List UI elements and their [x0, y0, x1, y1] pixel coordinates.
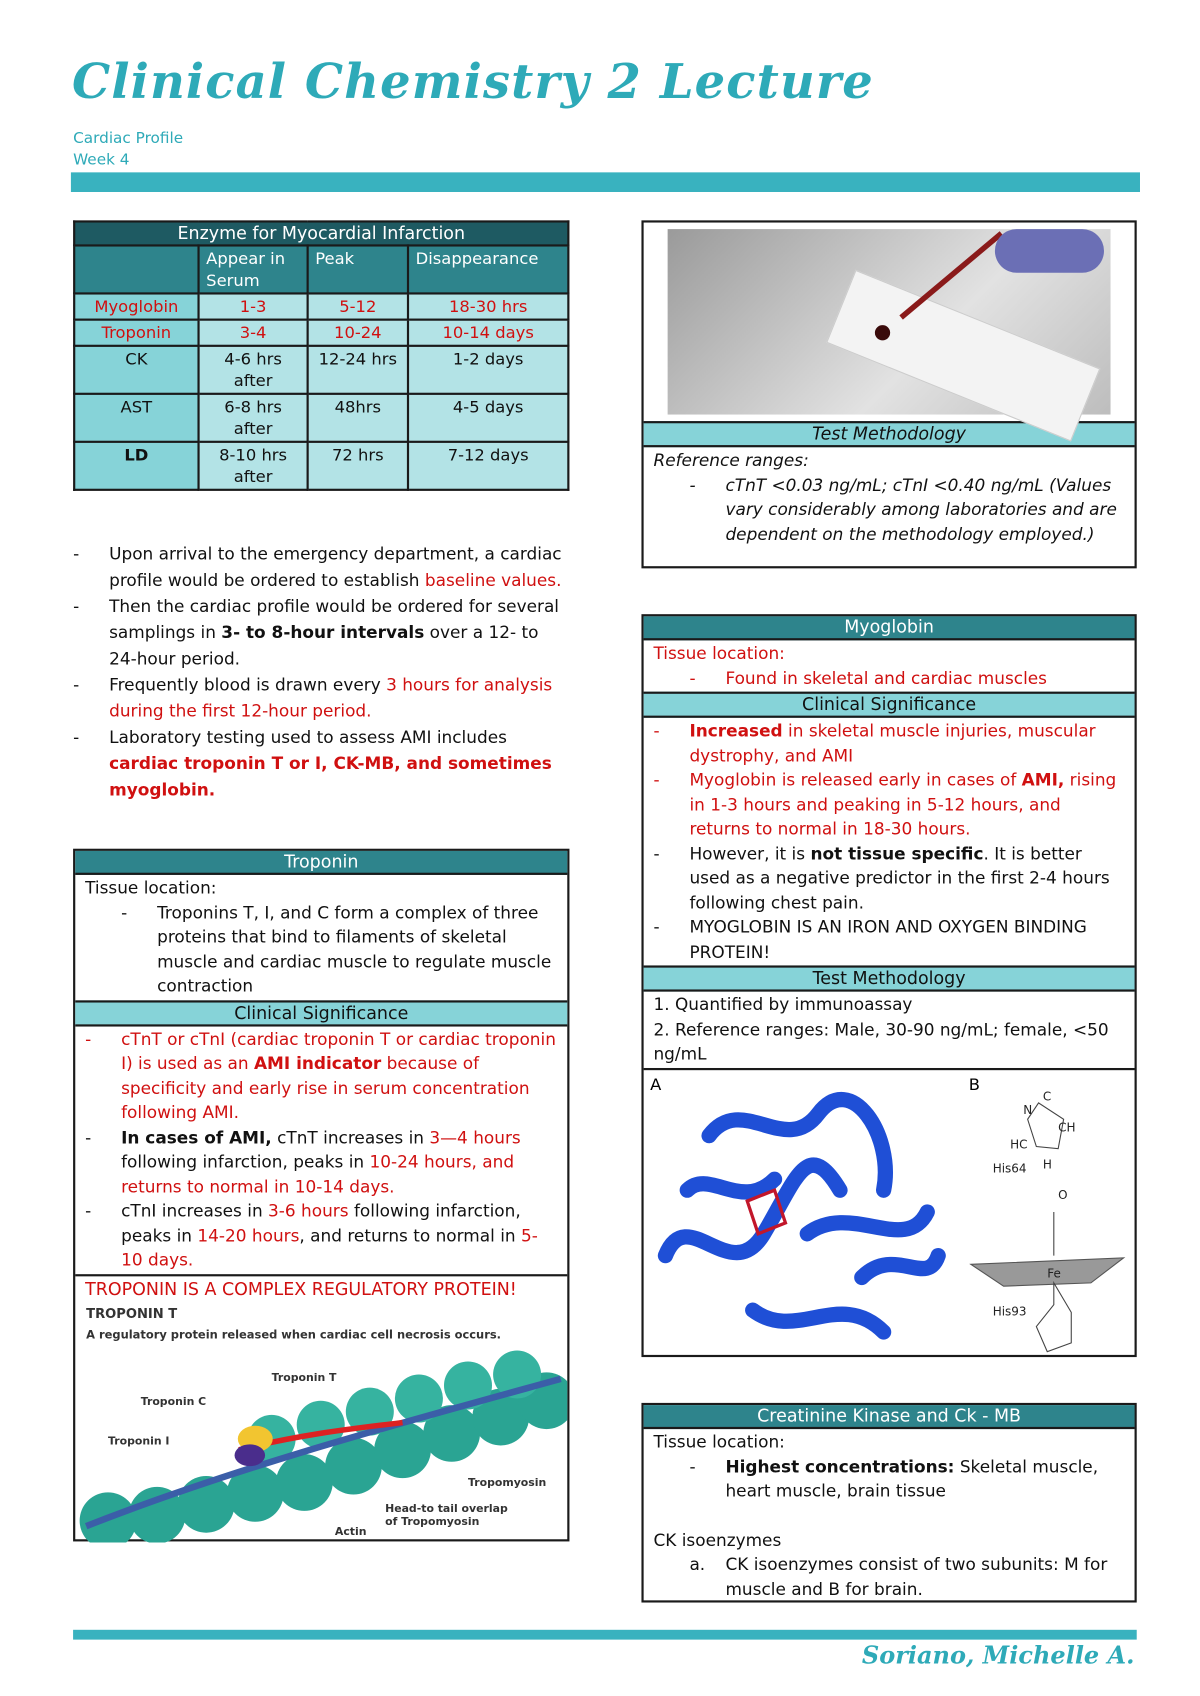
svg-text:C: C [1042, 1089, 1052, 1104]
subtitle: Cardiac Profile [73, 129, 184, 148]
troponin-clinical [75, 1026, 567, 1276]
tissue-label: Tissue location: [653, 1432, 785, 1452]
cell: 48hrs [308, 394, 408, 442]
cell: 18-30 hrs [408, 293, 568, 319]
text-bold: 3- to 8-hour intervals [221, 622, 425, 643]
text-highlight: cardiac troponin T or I, CK-MB, and sometimes myoglobin. [109, 753, 552, 800]
blood-test-photo [668, 229, 1111, 414]
text-highlight: 3 hours for analysis during the first 12-hour period. [109, 675, 553, 722]
text: . It is better used as a negative predictor in the first 2-4 hours following chest pain. [689, 843, 1110, 913]
text: cTnI increases in [121, 1201, 269, 1221]
svg-text:O: O [1058, 1187, 1068, 1202]
text: over a 12- to 24-hour period. [109, 622, 539, 669]
clinical-significance-header: Clinical Significance [75, 1000, 567, 1026]
text-bold: In cases of AMI, [121, 1127, 272, 1148]
label-actin: Actin [334, 1524, 367, 1538]
row-name: Myoglobin [74, 293, 198, 319]
list-item: - Troponins T, I, and C form a complex of three proteins that bind to filaments of skeletal muscle and cardiac muscle to regulate muscle contraction [85, 901, 557, 999]
list-item: - Myoglobin is released early in cases of AMI, rising in 1-3 hours and peaking in 5-12 hours, and returns to normal in 18-30 hours. [653, 770, 1117, 839]
cell: 1-2 days [408, 346, 568, 394]
list-item: - Laboratory testing used to assess AMI includes cardiac troponin T or I, CK-MB, and sometimes myoglobin. [73, 727, 552, 800]
text-highlight: 3-6 hours [268, 1201, 349, 1221]
footer-bar [73, 1630, 1137, 1640]
svg-text:H: H [1042, 1156, 1052, 1171]
text: MYOGLOBIN IS AN IRON AND OXYGEN BINDING PROTEIN! [689, 917, 1087, 962]
table-header-row [74, 245, 568, 293]
col-header: Appear in Serum [199, 245, 308, 293]
enzyme-table-container [73, 220, 569, 491]
author-signature: Soriano, Michelle A. [861, 1641, 1135, 1671]
myoglobin-test [644, 992, 1135, 1070]
protein-ribbon [665, 1099, 938, 1331]
list-item: - Upon arrival to the emergency department, a cardiac profile would be ordered to establish baseline values. [73, 544, 562, 591]
text: Laboratory testing used to assess AMI includes [109, 727, 507, 748]
tissue-label: Tissue location: [653, 643, 785, 664]
test-methodology-header: Test Methodology [644, 965, 1135, 991]
cell: 4-6 hrs after [199, 346, 308, 394]
list-item: - Frequently blood is drawn every 3 hours for analysis during the first 12-hour period. [73, 675, 553, 722]
text: CK isoenzymes consist of two subunits: M for muscle and B for brain. [725, 1554, 1108, 1599]
fig-heading: TROPONIN T [86, 1306, 178, 1322]
text: following infarction, peaks in [121, 1201, 521, 1246]
cell: 5-12 [308, 293, 408, 319]
text-bold: Highest concentrations: [725, 1456, 955, 1477]
table-row [74, 293, 568, 319]
text: rising in 1-3 hours and peaking in 5-12 hours, and returns to normal in 18-30 hours. [689, 770, 1117, 839]
svg-text:His93: His93 [992, 1304, 1027, 1319]
row-name: Troponin [74, 320, 198, 346]
table-row [74, 442, 568, 490]
col-header [74, 245, 198, 293]
panel-b-label: B [968, 1074, 980, 1094]
table-row [74, 394, 568, 442]
svg-text:Fe: Fe [1047, 1265, 1061, 1280]
cell: 10-24 [308, 320, 408, 346]
list-item: - Highest concentrations: Skeletal muscle, heart muscle, brain tissue [689, 1456, 1099, 1502]
text-highlight: 14-20 hours [197, 1225, 300, 1246]
troponin-i-shape [235, 1444, 266, 1466]
list-item [653, 1552, 1124, 1601]
myoglobin-clinical [644, 718, 1135, 966]
col-header: Peak [308, 245, 408, 293]
text: Then the cardiac profile would be ordered for several samplings in [109, 596, 560, 643]
list-marker: a. [689, 1554, 706, 1575]
cell: 4-5 days [408, 394, 568, 442]
list-item: - cTnI increases in 3-6 hours following infarction, peaks in 14-20 hours, and returns to normal in 5-10 days. [85, 1201, 538, 1270]
label-head-to-tail: Head-to tail overlap [385, 1501, 508, 1515]
label-troponin-t: Troponin T [271, 1371, 337, 1385]
table-row [74, 320, 568, 346]
imidazole-rings [1028, 1102, 1072, 1351]
list-item: - However, it is not tissue specific. It is better used as a negative predictor in the first 2-4 hours following chest pain. [653, 843, 1110, 913]
label-tropomyosin: Tropomyosin [467, 1475, 547, 1489]
ck-box [641, 1403, 1136, 1603]
text: because of specificity and early rise in serum concentration following AMI. [121, 1053, 530, 1123]
list-item: - Then the cardiac profile would be ordered for several samplings in 3- to 8-hour intervals over a 12- to 24-hour period. [73, 596, 560, 669]
test-methodology-header: Test Methodology [644, 421, 1135, 447]
table-caption: Enzyme for Myocardial Infarction [74, 221, 568, 245]
tissue-label: Tissue location: [85, 878, 217, 898]
text: Frequently blood is drawn every [109, 675, 387, 695]
text-bold: not tissue specific [810, 843, 984, 864]
enzyme-table [73, 220, 569, 491]
svg-text:His64: His64 [992, 1161, 1027, 1176]
complex-title: TROPONIN IS A COMPLEX REGULATORY PROTEIN! [85, 1277, 517, 1299]
text-highlight: 5-10 days. [121, 1225, 538, 1270]
text: cTnT <0.03 ng/mL; cTnI <0.40 ng/mL (Values vary considerably among laboratories and are dependent on the methodology employed.) [725, 475, 1117, 544]
troponin-tissue [75, 875, 567, 1000]
row-name: AST [74, 394, 198, 442]
bullet-list [73, 541, 564, 803]
myoglobin-structure-figure [644, 1070, 1135, 1362]
text: 1. Quantified by immunoassay [653, 994, 913, 1015]
text: Troponins T, I, and C form a complex of three proteins that bind to filaments of skeletal muscle and cardiac muscle to regulate muscle contraction [157, 902, 552, 996]
svg-text:N: N [1023, 1102, 1033, 1117]
text: Skeletal muscle, heart muscle, brain tissue [725, 1456, 1099, 1502]
list-item: - MYOGLOBIN IS AN IRON AND OXYGEN BINDING PROTEIN! [653, 915, 1124, 964]
text: Myoglobin is released early in cases of [689, 770, 1022, 790]
label-head-to-tail-2: of Tropomyosin [385, 1515, 480, 1529]
table-row [74, 346, 568, 394]
week-label: Week 4 [73, 151, 130, 170]
list-item: - Increased in skeletal muscle injuries, muscular dystrophy, and AMI [653, 721, 1096, 766]
header-bar [71, 172, 1140, 192]
col-header: Disappearance [408, 245, 568, 293]
ref-label: Reference ranges: [653, 450, 809, 471]
list-item: - cTnT <0.03 ng/mL; cTnI <0.40 ng/mL (Values vary considerably among laboratories and are dependent on the methodology employed.) [653, 473, 1124, 547]
list-item: - In cases of AMI, cTnT increases in 3—4 hours following infarction, peaks in 10-24 hours, and returns to normal in 10-14 days. [85, 1127, 521, 1197]
list-item: - cTnT or cTnI (cardiac troponin T or cardiac troponin I) is used as an AMI indicator because of specificity and early rise in serum concentration following AMI. [85, 1029, 556, 1123]
text: cTnT increases in [271, 1127, 430, 1148]
isoenzymes-label: CK isoenzymes [653, 1529, 782, 1550]
troponin-box [73, 849, 569, 1542]
fig-caption: A regulatory protein released when cardiac cell necrosis occurs. [86, 1327, 501, 1342]
list-item: - Found in skeletal and cardiac muscles [653, 666, 1124, 691]
ck-content [644, 1429, 1135, 1602]
label-troponin-i: Troponin I [107, 1434, 170, 1448]
cell: 12-24 hrs [308, 346, 408, 394]
myoglobin-title: Myoglobin [644, 616, 1135, 640]
cell: 10-14 days [408, 320, 568, 346]
troponin-complex-diagram [75, 1303, 567, 1543]
cell: 1-3 [199, 293, 308, 319]
row-name: LD [74, 442, 198, 490]
text: in skeletal muscle injuries, muscular dystrophy, and AMI [689, 721, 1096, 766]
text: Upon arrival to the emergency department, a cardiac profile would be ordered to establish [109, 544, 562, 591]
document-title: Clinical Chemistry 2 Lecture [71, 54, 874, 111]
cell: 6-8 hrs after [199, 394, 308, 442]
text: cTnT or cTnI (cardiac troponin T or cardiac troponin I) is used as an [121, 1029, 556, 1074]
troponin-title: Troponin [75, 851, 567, 875]
text: However, it is [689, 843, 811, 864]
panel-a-label: A [650, 1074, 662, 1094]
cell: 3-4 [199, 320, 308, 346]
myoglobin-tissue [644, 640, 1135, 691]
text: 2. Reference ranges: Male, 30-90 ng/mL; female, <50 ng/mL [653, 1019, 1109, 1064]
text-bold: Increased [689, 721, 783, 741]
text: , and returns to normal in [299, 1225, 522, 1246]
text-highlight: baseline values. [424, 570, 562, 591]
text-highlight: 10-24 hours, and returns to normal in 10-14 days. [121, 1151, 515, 1197]
ck-title: Creatinine Kinase and Ck - MB [644, 1405, 1135, 1429]
text: Found in skeletal and cardiac muscles [725, 668, 1047, 688]
text-highlight: 3—4 hours [429, 1127, 521, 1148]
text-bold: AMI, [1021, 770, 1065, 790]
svg-text:CH: CH [1058, 1119, 1076, 1134]
cell: 8-10 hrs after [199, 442, 308, 490]
text: following infarction, peaks in [121, 1151, 370, 1172]
myoglobin-box [641, 614, 1136, 1357]
text-bold: AMI indicator [253, 1053, 382, 1074]
label-troponin-c: Troponin C [140, 1395, 207, 1409]
row-name: CK [74, 346, 198, 394]
cell: 7-12 days [408, 442, 568, 490]
svg-text:HC: HC [1010, 1137, 1028, 1152]
reference-ranges [644, 447, 1135, 547]
cell: 72 hrs [308, 442, 408, 490]
clinical-significance-header: Clinical Significance [644, 692, 1135, 718]
test-methodology-box [641, 220, 1136, 568]
